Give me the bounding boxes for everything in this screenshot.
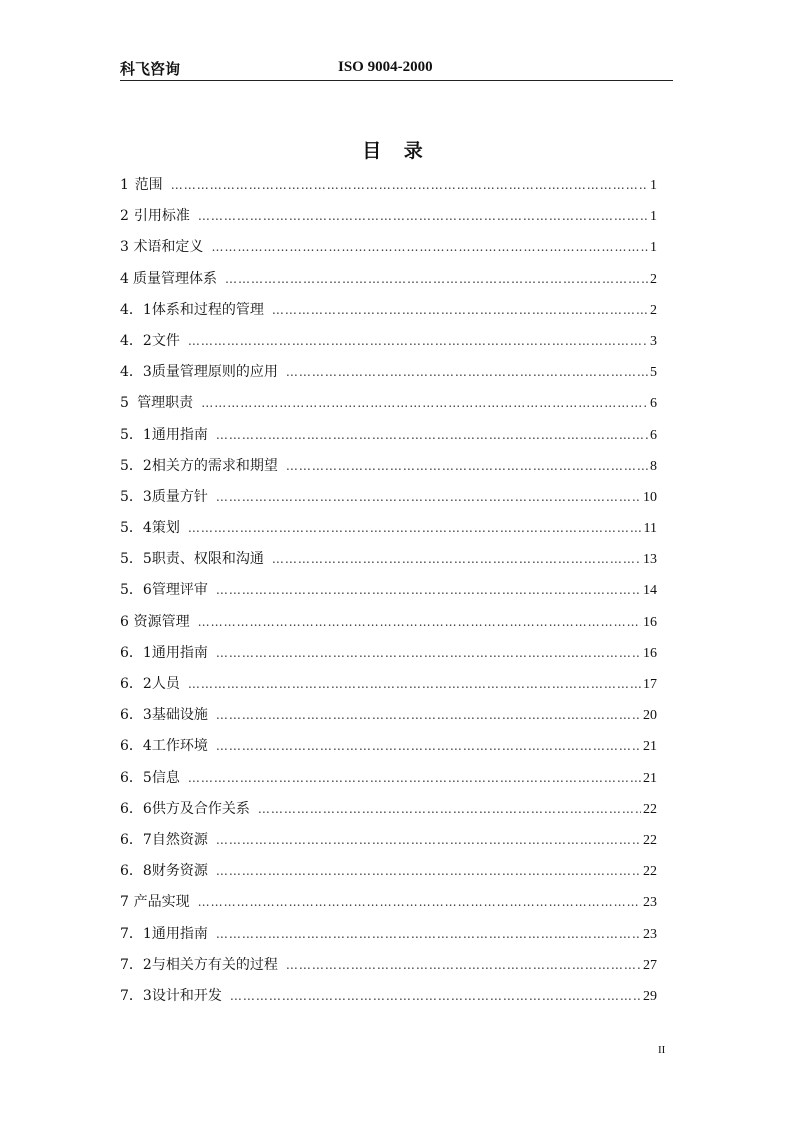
toc-entry-label: 质量管理体系 — [133, 270, 218, 287]
toc-entry[interactable] — [120, 575, 657, 606]
toc-leader-dots — [216, 919, 641, 950]
toc-leader-dots — [198, 887, 641, 918]
toc-entry[interactable] — [120, 607, 657, 638]
toc-entry-label: 资源管理 — [133, 613, 190, 630]
toc-entry-number: 6．1 — [120, 644, 152, 661]
toc-entry-page: 27 — [643, 957, 657, 973]
toc-entry-label: 术语和定义 — [133, 239, 204, 256]
toc-entry[interactable] — [120, 887, 657, 918]
toc-entry-page: 22 — [643, 832, 657, 848]
toc-leader-dots — [216, 575, 641, 606]
toc-entry-number: 6．7 — [120, 831, 152, 848]
toc-entry-number: 7．1 — [120, 925, 152, 942]
toc-entry-number: 4．3 — [120, 364, 152, 381]
toc-entry[interactable] — [120, 326, 657, 357]
standard-code: ISO 9004-2000 — [338, 59, 433, 75]
toc-entry-number: 6．2 — [120, 676, 152, 692]
toc-entry-page: 14 — [643, 583, 657, 599]
toc-entry[interactable] — [120, 388, 657, 419]
toc-entry-page: 20 — [643, 708, 657, 724]
toc-entry-number: 2 — [120, 208, 129, 225]
toc-entry-label: 策划 — [151, 520, 180, 537]
toc-entry[interactable] — [120, 357, 657, 388]
toc-leader-dots — [216, 420, 648, 451]
toc-entry-page: 13 — [643, 552, 657, 568]
toc-leader-dots — [258, 794, 641, 825]
toc-entry-label: 自然资源 — [151, 831, 208, 848]
toc-entry-label: 体系和过程的管理 — [151, 301, 264, 318]
toc-entry-number: 5．2 — [120, 457, 152, 474]
toc-entry-number: 5．4 — [120, 520, 152, 537]
toc-entry-number: 3 — [120, 239, 129, 256]
toc-entry-page: 2 — [650, 271, 657, 287]
toc-entry-number: 6 — [120, 613, 129, 630]
toc-entry-page: 6 — [650, 396, 657, 412]
toc-entry-number: 5．1 — [120, 426, 152, 443]
toc-entry[interactable] — [120, 295, 657, 326]
toc-entry[interactable] — [120, 950, 657, 981]
toc-leader-dots — [272, 544, 641, 575]
toc-leader-dots — [230, 981, 641, 1012]
toc-leader-dots — [211, 232, 648, 263]
toc-entry-page: 11 — [643, 521, 657, 537]
toc-entry-page: 21 — [643, 770, 657, 786]
toc-entry-page: 10 — [643, 489, 657, 505]
toc-entry[interactable] — [120, 638, 657, 669]
toc-entry-number: 6．6 — [120, 800, 152, 817]
toc-entry[interactable] — [120, 420, 657, 451]
company-name: 科飞咨询 — [120, 60, 181, 78]
toc-entry[interactable] — [120, 731, 657, 762]
toc-entry-label: 与相关方有关的过程 — [151, 956, 278, 973]
toc-entry-page: 29 — [643, 988, 657, 1004]
toc-leader-dots — [216, 638, 641, 669]
toc-entry-number: 5 — [120, 395, 129, 412]
toc-leader-dots — [216, 825, 641, 856]
toc-leader-dots — [225, 264, 648, 295]
toc-entry-page: 6 — [650, 427, 657, 443]
toc-leader-dots — [286, 451, 648, 482]
toc-entry-number: 5．5 — [120, 551, 152, 568]
page-header — [120, 58, 673, 81]
toc-leader-dots — [198, 607, 641, 638]
toc-entry[interactable] — [120, 919, 657, 950]
toc-leader-dots — [201, 388, 648, 419]
toc-leader-dots — [286, 357, 648, 388]
toc-entry-label: 质量管理原则的应用 — [151, 364, 278, 381]
toc-entry[interactable] — [120, 794, 657, 825]
toc-entry-number: 4．1 — [120, 301, 152, 318]
toc-entry-label: 管理评审 — [151, 582, 208, 599]
toc-entry-number: 6．3 — [120, 707, 152, 724]
toc-leader-dots — [286, 950, 641, 981]
toc-entry-page: 16 — [643, 614, 657, 630]
toc-entry-page: 1 — [650, 178, 657, 193]
toc-entry-number: 7 — [120, 894, 129, 911]
toc-entry-page: 17 — [643, 677, 657, 692]
toc-entry-label: 人员 — [151, 676, 180, 692]
toc-entry[interactable] — [120, 513, 657, 544]
toc-leader-dots — [216, 856, 641, 887]
table-of-contents — [120, 170, 657, 1012]
toc-entry[interactable] — [120, 825, 657, 856]
page-number: II — [658, 1044, 666, 1056]
toc-entry-page: 2 — [650, 302, 657, 318]
toc-leader-dots — [272, 295, 648, 326]
toc-entry[interactable] — [120, 856, 657, 887]
toc-entry-label: 职责、权限和沟通 — [151, 551, 264, 568]
toc-leader-dots — [188, 763, 641, 794]
toc-entry-page: 1 — [650, 209, 657, 225]
toc-entry[interactable] — [120, 700, 657, 731]
toc-entry-number: 7．3 — [120, 987, 152, 1004]
toc-entry[interactable] — [120, 451, 657, 482]
toc-entry-number: 6．8 — [120, 863, 152, 880]
toc-title: 目 录 — [362, 140, 431, 162]
toc-entry-label: 通用指南 — [151, 644, 208, 661]
toc-entry-page: 21 — [643, 739, 657, 755]
toc-entry-label: 信息 — [151, 769, 180, 786]
toc-entry[interactable] — [120, 170, 657, 201]
toc-entry-number: 7．2 — [120, 956, 152, 973]
toc-entry-label: 通用指南 — [151, 426, 208, 443]
toc-entry-label: 供方及合作关系 — [151, 800, 250, 817]
toc-entry-number: 6．4 — [120, 738, 152, 755]
toc-entry-number: 6．5 — [120, 769, 152, 786]
toc-entry-label: 基础设施 — [151, 707, 208, 724]
toc-entry-number: 5．6 — [120, 582, 152, 599]
toc-entry-label: 引用标准 — [133, 208, 190, 225]
toc-entry-number: 5．3 — [120, 488, 152, 505]
toc-leader-dots — [198, 201, 648, 232]
toc-entry-label: 文件 — [151, 332, 180, 349]
toc-entry-page: 1 — [650, 240, 657, 256]
toc-entry-label: 管理职责 — [137, 395, 194, 412]
toc-entry[interactable] — [120, 763, 657, 794]
toc-entry-page: 22 — [643, 864, 657, 880]
toc-entry-page: 8 — [650, 458, 657, 474]
toc-entry[interactable] — [120, 669, 657, 700]
toc-entry-label: 产品实现 — [133, 894, 190, 911]
toc-entry-label: 通用指南 — [151, 925, 208, 942]
toc-leader-dots — [171, 170, 648, 201]
toc-entry[interactable] — [120, 544, 657, 575]
toc-entry-page: 16 — [643, 645, 657, 661]
toc-entry-label: 设计和开发 — [151, 987, 222, 1004]
toc-entry[interactable] — [120, 264, 657, 295]
toc-entry-number: 1 — [120, 177, 129, 193]
toc-entry-label: 相关方的需求和期望 — [151, 457, 278, 474]
toc-entry-label: 财务资源 — [151, 863, 208, 880]
toc-entry-label: 质量方针 — [151, 488, 208, 505]
toc-entry[interactable] — [120, 232, 657, 263]
toc-entry-number: 4．2 — [120, 332, 152, 349]
toc-entry-page: 3 — [650, 333, 657, 349]
toc-leader-dots — [188, 513, 642, 544]
toc-entry-page: 22 — [643, 801, 657, 817]
toc-entry-label: 工作环境 — [151, 738, 208, 755]
toc-leader-dots — [216, 482, 641, 513]
toc-entry[interactable] — [120, 201, 657, 232]
toc-entry-label: 范围 — [134, 177, 163, 193]
toc-leader-dots — [216, 731, 641, 762]
toc-entry-page: 23 — [643, 895, 657, 911]
toc-entry-page: 23 — [643, 926, 657, 942]
toc-entry-page: 5 — [650, 365, 657, 381]
toc-entry-number: 4 — [120, 270, 129, 287]
toc-entry[interactable] — [120, 482, 657, 513]
toc-entry[interactable] — [120, 981, 657, 1012]
toc-leader-dots — [216, 700, 641, 731]
toc-leader-dots — [188, 326, 648, 357]
toc-leader-dots — [188, 669, 641, 700]
